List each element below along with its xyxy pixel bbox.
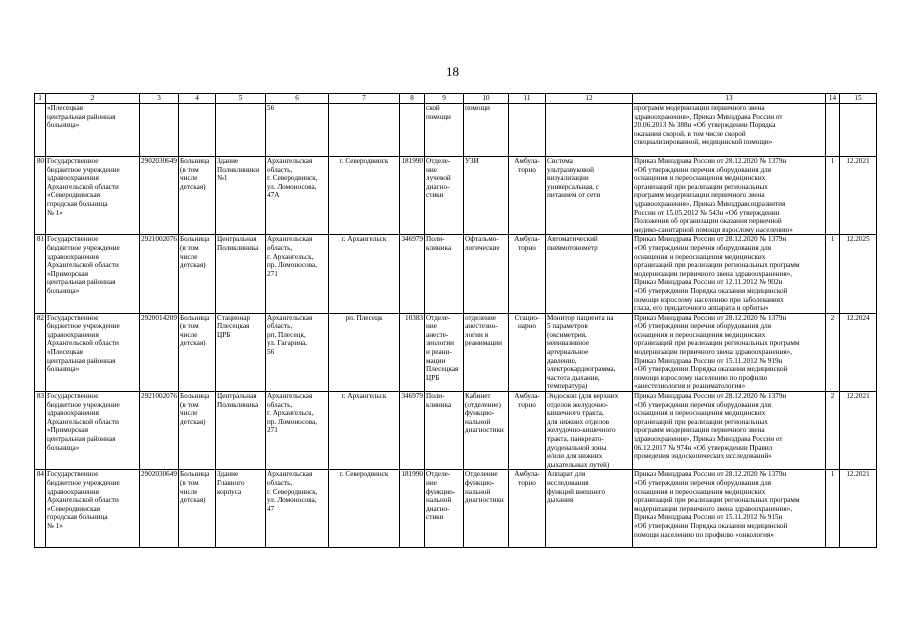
organization-name: Государственное бюджетное учреждение здравоохранения Архангельской области «Приморская центральная районная больница» <box>46 392 140 470</box>
due-date: 12.2021 <box>840 470 877 548</box>
building-name: Центральная Поликлиника <box>216 392 266 470</box>
care-condition: Амбула- торно <box>509 235 546 313</box>
oktmo-code: 181990 <box>400 157 425 235</box>
inn-code <box>140 104 179 157</box>
inn-code: 2921002076 <box>140 392 179 470</box>
column-header: 1 <box>35 94 46 104</box>
equipment-name <box>546 104 633 157</box>
organization-name: Государственное бюджетное учреждение здравоохранения Архангельской области «Северодвинская городская больница № 1» <box>46 157 140 235</box>
due-date <box>840 104 877 157</box>
page-number: 18 <box>446 64 459 79</box>
settlement: г. Архангельск <box>329 392 400 470</box>
column-header: 14 <box>826 94 840 104</box>
due-date: 12.2021 <box>840 157 877 235</box>
unit-name: помощи <box>464 104 509 157</box>
legal-basis: Приказ Минздрава России от 28.12.2020 № 1379н «Об утверждении перечня оборудования для оснащения и переоснащения медицинских организаций при реализации региональных программ модернизации первичного звена здравоохранения», Приказ Минздрава России от 15.11.2012 № 915н «Об утверждении Порядка оказания медицинской помощи населению по профилю «онкология» <box>633 470 826 548</box>
care-condition <box>509 104 546 157</box>
address: Архангельская область, г. Северодвинск, ул. Ломоносова, 47 <box>266 470 329 548</box>
care-condition: Стацио- нарно <box>509 313 546 391</box>
quantity: 2 <box>826 313 840 391</box>
inn-code: 2921002076 <box>140 235 179 313</box>
legal-basis: Приказ Минздрава России от 28.12.2020 № 1379н «Об утверждении перечня оборудования для оснащения и переоснащения медицинских организаций при реализации региональных программ модернизации первичного звена здравоохранения», Приказ Минздрава России от 15.11.2012 № 919н «Об утверждении Порядка оказания медицинской помощи взрослому населению по профилю «анестезиология и реаниматология» <box>633 313 826 391</box>
equipment-name: Эндоскоп (для верхних отделов желудочно- кишечного тракта, для нижних отделов желудочно-кишечного тракта, панкреато- дуоденальной зоны и/или для нижних дыхательных путей) <box>546 392 633 470</box>
table-row <box>35 392 877 470</box>
table-row <box>35 157 877 235</box>
address: 56 <box>266 104 329 157</box>
due-date: 12.2025 <box>840 235 877 313</box>
department: Поли- клиника <box>425 392 464 470</box>
table-body <box>35 104 877 548</box>
legal-basis: Приказ Минздрава России от 28.12.2020 № 1379н «Об утверждении перечня оборудования для оснащения и переоснащения медицинских организаций при реализации региональных программ модернизации первичного звена здравоохранения», Приказ Минздрава России от 06.12.2017 № 974н «Об утверждении Правил проведения эндоскопических исследований» <box>633 392 826 470</box>
unit-name: отделение анестезио- логии и реанимации <box>464 313 509 391</box>
equipment-name: Аппарат для исследования функций внешнего дыхания <box>546 470 633 548</box>
quantity: 1 <box>826 235 840 313</box>
oktmo-code <box>400 104 425 157</box>
oktmo-code: 181990 <box>400 470 425 548</box>
table-row <box>35 235 877 313</box>
building-name <box>216 104 266 157</box>
building-name: Стационар Плесецкая ЦРБ <box>216 313 266 391</box>
column-header: 13 <box>633 94 826 104</box>
column-header: 2 <box>46 94 140 104</box>
quantity <box>826 104 840 157</box>
column-header: 4 <box>179 94 216 104</box>
column-header: 5 <box>216 94 266 104</box>
quantity: 1 <box>826 470 840 548</box>
row-number: 81 <box>35 235 46 313</box>
settlement: г. Северодвинск <box>329 470 400 548</box>
unit-name: УЗИ <box>464 157 509 235</box>
unit-name: Офтальмо- логические <box>464 235 509 313</box>
row-number: 82 <box>35 313 46 391</box>
settlement: рп. Плесецк <box>329 313 400 391</box>
facility-type: Больница (в том числе детская) <box>179 392 216 470</box>
column-header: 15 <box>840 94 877 104</box>
column-header: 12 <box>546 94 633 104</box>
oktmo-code: 346979 <box>400 392 425 470</box>
row-number: 80 <box>35 157 46 235</box>
department: Поли- клиника <box>425 235 464 313</box>
facility-type: Больница (в том числе детская) <box>179 470 216 548</box>
row-number: 84 <box>35 470 46 548</box>
due-date: 12.2021 <box>840 392 877 470</box>
equipment-name: Система ультразвуковой визуализации универсальная, с питанием от сети <box>546 157 633 235</box>
building-name: Здание Поликлиники №1 <box>216 157 266 235</box>
inn-code: 2902030649 <box>140 157 179 235</box>
facility-type: Больница (в том числе детская) <box>179 313 216 391</box>
legal-basis: Приказ Минздрава России от 28.12.2020 № 1379н «Об утверждении перечня оборудования для оснащения и переоснащения медицинских организаций при реализации региональных программ модернизации первичного звена здравоохранения», Приказ Минздрава России от 12.11.2012 № 902н «Об утверждении Порядка оказания медицинской помощи взрослому населению при заболеваниях глаза, его придаточного аппарата и орбиты» <box>633 235 826 313</box>
column-number-row <box>35 94 877 104</box>
unit-name: Отделение функцио- нальной диагностики <box>464 470 509 548</box>
building-name: Здание Главного корпуса <box>216 470 266 548</box>
department: Отделе- ние лучевой диагно- стики <box>425 157 464 235</box>
address: Архангельская область, г. Архангельск, пр. Ломоносова, 271 <box>266 235 329 313</box>
equipment-name: Автоматический пневмотонометр <box>546 235 633 313</box>
oktmo-code: 10383 <box>400 313 425 391</box>
organization-name: Государственное бюджетное учреждение здравоохранения Архангельской области «Северодвинская городская больница № 1» <box>46 470 140 548</box>
quantity: 1 <box>826 157 840 235</box>
column-header: 6 <box>266 94 329 104</box>
organization-name: Государственное бюджетное учреждение здравоохранения Архангельской области «Приморская центральная районная больница» <box>46 235 140 313</box>
table-row <box>35 470 877 548</box>
settlement <box>329 104 400 157</box>
facility-type <box>179 104 216 157</box>
address: Архангельская область, г. Северодвинск, ул. Ломоносова, 47А <box>266 157 329 235</box>
quantity: 2 <box>826 392 840 470</box>
column-header: 10 <box>464 94 509 104</box>
legal-basis: программ модернизации первичного звена здравоохранения», Приказ Минздрава России от 20.06.2013 № 388н «Об утверждении Порядка оказания скорой, в том числе скорой специализированной, медицинской помощи» <box>633 104 826 157</box>
row-number: 83 <box>35 392 46 470</box>
inn-code: 2902030649 <box>140 470 179 548</box>
inn-code: 2920014209 <box>140 313 179 391</box>
legal-basis: Приказ Минздрава России от 28.12.2020 № 1379н «Об утверждении перечня оборудования для оснащения и переоснащения медицинских организаций при реализации региональных программ модернизации первичного звена здравоохранения», Приказ Минздравсоцразвития России от 15.05.2012 № 543н «Об утверждении Положения об организации оказания первичной медико-санитарной помощи взрослому населению» <box>633 157 826 235</box>
building-name: Центральная Поликлиника <box>216 235 266 313</box>
equipment-name: Монитор пациента на 5 параметров (оксиметрия, неинвазивное артериальное давление, электрокардиограмма, частота дыхания, температура) <box>546 313 633 391</box>
department: Отделе- ние анесте- зиологии и реани- мации Плесецкая ЦРБ <box>425 313 464 391</box>
department: ской помощи <box>425 104 464 157</box>
column-header: 9 <box>425 94 464 104</box>
organization-name: «Плесецкая центральная районная больница» <box>46 104 140 157</box>
settlement: г. Архангельск <box>329 235 400 313</box>
organization-name: Государственное бюджетное учреждение здравоохранения Архангельской области «Плесецкая центральная районная больница» <box>46 313 140 391</box>
column-header: 3 <box>140 94 179 104</box>
due-date: 12.2024 <box>840 313 877 391</box>
address: Архангельская область, рп. Плесецк, ул. Гагарина, 56 <box>266 313 329 391</box>
address: Архангельская область, г. Архангельск, пр. Ломоносова, 271 <box>266 392 329 470</box>
equipment-table <box>34 93 877 548</box>
settlement: г. Северодвинск <box>329 157 400 235</box>
row-number <box>35 104 46 157</box>
table-row <box>35 313 877 391</box>
table-row <box>35 104 877 157</box>
column-header: 11 <box>509 94 546 104</box>
column-header: 8 <box>400 94 425 104</box>
care-condition: Амбула- торно <box>509 470 546 548</box>
department: Отделе- ние функцио- нальной диагно- стики <box>425 470 464 548</box>
column-header: 7 <box>329 94 400 104</box>
facility-type: Больница (в том числе детская) <box>179 157 216 235</box>
facility-type: Больница (в том числе детская) <box>179 235 216 313</box>
care-condition: Амбула- торно <box>509 392 546 470</box>
care-condition: Амбула- торно <box>509 157 546 235</box>
oktmo-code: 346979 <box>400 235 425 313</box>
unit-name: Кабинет (отделение) функцио- нальной диагностики <box>464 392 509 470</box>
